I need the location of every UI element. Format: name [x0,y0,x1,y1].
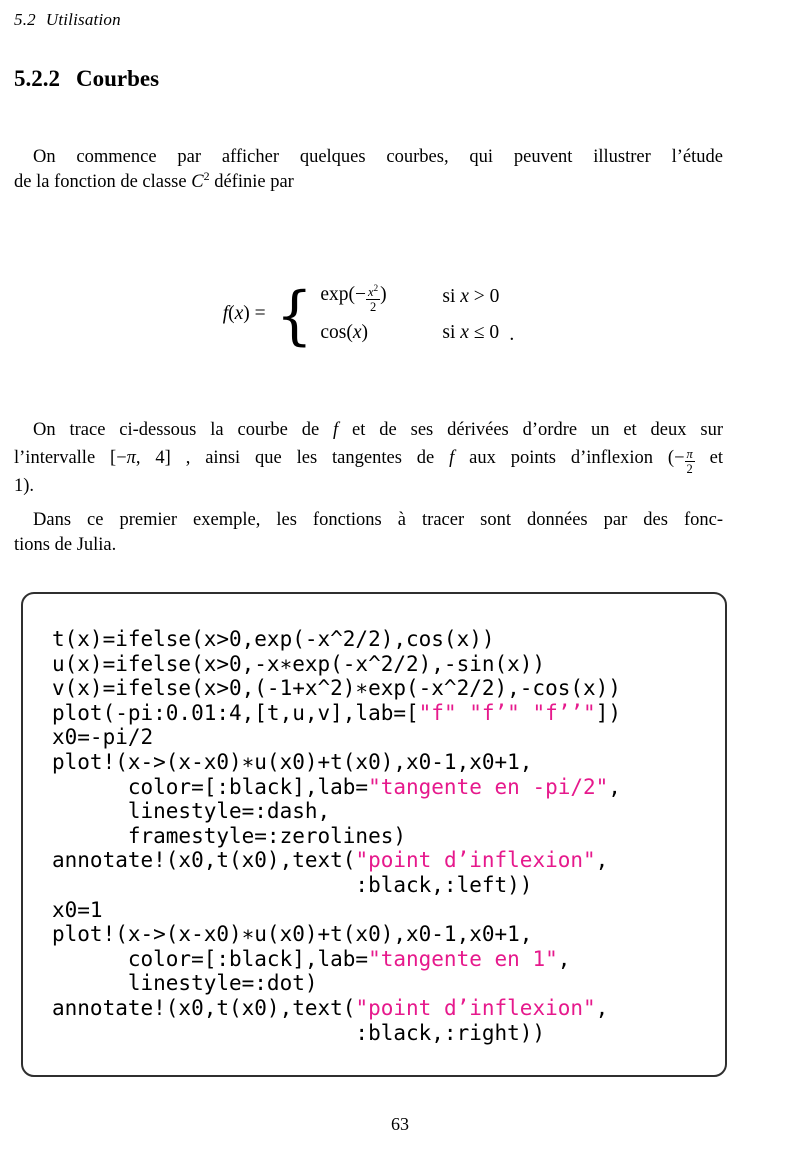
formula-condition: si x > 0 [442,286,500,308]
section-number: 5.2.2 [14,66,60,91]
code-line: v(x)=ifelse(x>0,(-1+x^2)∗exp(-x^2/2),-cos(x)) [52,676,621,701]
text-line: Dans ce premier exemple, les fonctions à tracer sont données par des fonc- [33,510,723,530]
code-string: "tangente en 1" [368,946,558,971]
formula-expression: cos(x) [320,322,369,344]
section-heading [14,66,159,92]
text-line: de la fonction de classe $C^2$ définie par [14,170,294,192]
text-line: 1). [14,476,35,496]
text-line: On trace ci-dessous la courbe de f et de ses dérivées d’ordre un et deux sur [33,420,723,440]
math-exponent: 2 [203,170,210,183]
math-f: f [333,420,339,440]
formula-expression: exp(− $\frac{x^2}{2}$ ) [320,282,387,314]
code-line: x0=-pi/2 [52,725,154,750]
code-lines [52,627,725,1045]
section-title: Courbes [76,66,160,91]
text-line: l’intervalle [−π, 4] , ainsi que les tangentes de f aux points d’inflexion (− $\frac{\pi}{2}$ et [14,443,723,474]
formula-rows [320,280,499,348]
paragraph-julia [14,508,723,558]
code-line: linestyle=:dot) [52,971,318,996]
code-string: "tangente en -pi/2" [368,774,609,799]
code-listing [21,592,727,1077]
code-line: color=[:black],lab="tangente en -pi/2", [52,774,621,799]
text-line: tions de Julia. [14,535,117,555]
inline-fraction: $\frac{x^2}{2}$ [368,282,379,314]
page-number: 63 [391,1114,409,1134]
code-line: plot!(x->(x-x0)∗u(x0)+t(x0),x0-1,x0+1, [52,922,533,947]
math-C: C [191,172,204,192]
formula-condition: si x ≤ 0 [442,322,500,344]
inline-fraction: $\frac{\pi}{2}$ [686,447,693,474]
code-line: color=[:black],lab="tangente en 1", [52,946,571,971]
code-string: "f" [418,700,457,725]
code-string: "f’’" [532,700,596,725]
code-line: :black,:left)) [52,872,533,897]
math-formula: f(x) = { exp(− $\frac{x^2}{2}$ ) si x > 0 cos(x) si x ≤ 0 . [222,279,515,354]
math-pi: π [126,448,136,468]
formula-lhs: f(x) = [222,303,266,325]
code-line: :black,:right)) [52,1020,546,1045]
math-f: f [449,448,455,468]
code-line: annotate!(x0,t(x0),text("point d’inflexion", [52,995,609,1020]
code-line: x0=1 [52,897,103,922]
code-string: "point d’inflexion" [355,995,596,1020]
paragraph-trace [14,418,723,499]
code-line: annotate!(x0,t(x0),text("point d’inflexion", [52,848,609,873]
code-line: plot(-pi:0.01:4,[t,u,v],lab=["f" "f’" "f’’"]) [52,700,621,725]
formula-period: . [509,324,515,346]
code-line: linestyle=:dash, [52,799,331,824]
formula-row [320,280,499,314]
code-line: plot!(x->(x-x0)∗u(x0)+t(x0),x0-1,x0+1, [52,749,533,774]
code-string: "point d’inflexion" [355,848,596,873]
formula-row [320,318,499,348]
running-header-number: 5.2 [14,10,36,29]
code-line: framestyle=:zerolines) [52,823,407,848]
code-string: "f’" [469,700,520,725]
text-line: On commence par afficher quelques courbes, qui peuvent illustrer l’étude [33,147,723,167]
code-line: u(x)=ifelse(x>0,-x∗exp(-x^2/2),-sin(x)) [52,651,546,676]
running-header-title: Utilisation [45,10,121,29]
code-line: t(x)=ifelse(x>0,exp(-x^2/2),cos(x)) [52,627,495,651]
paragraph-intro [14,145,723,195]
running-header [14,10,121,30]
